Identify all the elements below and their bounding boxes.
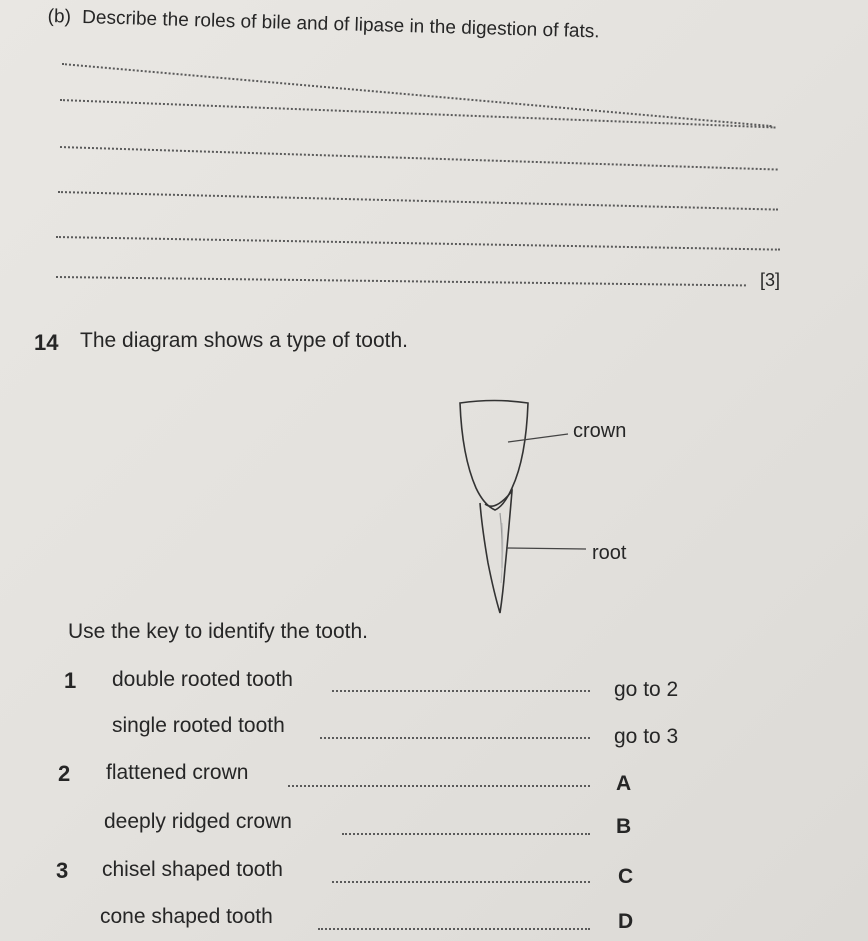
key-dots-5 [332,881,590,883]
key-num-1: 1 [64,668,77,693]
tooth-diagram [440,388,680,623]
crown-label: crown [573,420,627,442]
root-label: root [592,542,627,564]
key-dots-2 [320,737,590,739]
key-text-3: flattened crown [106,761,249,784]
key-dots-6 [318,928,590,930]
part-b-marks: [3] [760,270,781,290]
key-result-5: C [618,865,634,888]
key-dots-1 [332,690,590,692]
key-result-1: go to 2 [614,678,679,701]
key-text-6: cone shaped tooth [100,905,273,928]
key-result-6: D [618,910,634,933]
tooth-crown-shape [460,401,528,511]
key-text-4: deeply ridged crown [104,810,292,833]
answer-line-3[interactable] [60,146,778,171]
key-text-1: double rooted tooth [112,668,293,691]
answer-line-5[interactable] [56,236,780,251]
crown-leader-line [508,434,568,442]
key-result-2: go to 3 [614,725,679,748]
question-14-text: The diagram shows a type of tooth. [80,329,409,352]
part-b-question: Describe the roles of bile and of lipase in the digestion of fats. [81,6,600,43]
key-num-3: 3 [56,858,69,883]
key-dots-3 [288,785,590,787]
part-b-question-line [47,6,599,43]
key-dots-4 [342,833,590,835]
part-b-label: (b) [47,6,72,28]
answer-line-4[interactable] [58,191,778,211]
key-result-4: B [616,815,632,838]
key-result-3: A [616,772,632,795]
key-instruction: Use the key to identify the tooth. [68,620,369,643]
key-text-5: chisel shaped tooth [102,858,283,881]
answer-line-2[interactable] [60,99,776,128]
key-text-2: single rooted tooth [112,714,285,737]
question-number: 14 [34,330,59,355]
answer-line-1[interactable] [62,63,771,127]
answer-line-6[interactable] [56,276,746,286]
root-leader-line [506,548,586,549]
key-num-2: 2 [58,761,71,786]
